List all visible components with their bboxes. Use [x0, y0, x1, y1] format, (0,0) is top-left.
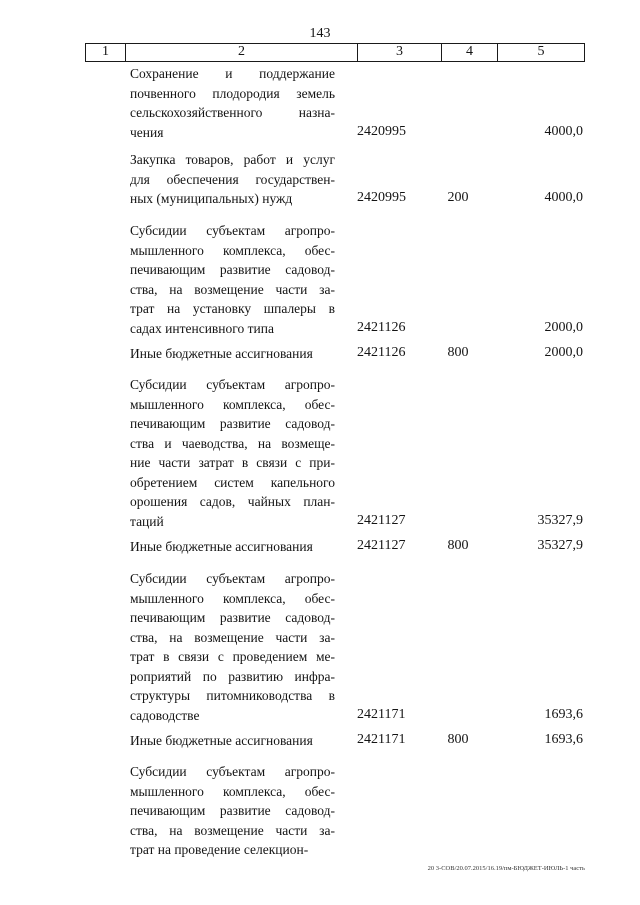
row-8-expense-type: 800: [447, 732, 469, 747]
name-line: мышленного комплекса, обес-: [130, 242, 335, 258]
page-number: 143: [309, 26, 331, 41]
name-line: для обеспечения государствен-: [130, 171, 335, 187]
row-7-amount: 1693,6: [544, 706, 583, 722]
row-4-name: [130, 344, 335, 364]
name-line: трат на проведение селекцион-: [130, 842, 309, 857]
name-line: Закупка товаров, работ и услуг: [130, 152, 335, 167]
name-line: трат в связи с проведением ме-: [130, 649, 335, 664]
name-line: сельскохозяйственного назна-: [130, 105, 335, 120]
row-2-amount: 4000,0: [544, 190, 583, 205]
name-line: ства, на возмещение части за-: [130, 822, 335, 838]
name-line: таций: [130, 513, 164, 529]
name-line: печивающим развитие садовод-: [130, 610, 335, 625]
row-4-amount: 2000,0: [544, 345, 583, 360]
row-5-name: [130, 375, 335, 531]
row-9-name: [130, 762, 335, 860]
row-7-name: [130, 569, 335, 725]
name-line: ние части затрат в связи с при-: [130, 455, 335, 470]
row-6-code: 2421127: [357, 538, 406, 553]
row-2-expense-type: 200: [447, 190, 469, 205]
row-8-name: [130, 731, 335, 751]
row-5-amount: 35327,9: [537, 512, 583, 528]
name-line: Иные бюджетные ассигнования: [130, 346, 313, 361]
header-col-4: 4: [442, 44, 498, 61]
name-line: печивающим развитие садовод-: [130, 803, 335, 818]
name-line: печивающим развитие садовод-: [130, 416, 335, 431]
name-line: Сохранение и поддержание: [130, 66, 335, 81]
header-col-3: 3: [358, 44, 442, 61]
name-line: почвенного плодородия земель: [130, 85, 335, 101]
name-line: чения: [130, 124, 164, 140]
name-line: Субсидии субъектам агропро-: [130, 223, 335, 238]
name-line: трат на установку шпалеры в: [130, 301, 335, 316]
row-2-code: 2420995: [357, 190, 406, 205]
name-line: структуры питомниководства в: [130, 688, 335, 703]
name-line: мышленного комплекса, обес-: [130, 396, 335, 412]
name-line: роприятий по развитию инфра-: [130, 668, 335, 684]
name-line: садоводстве: [130, 707, 200, 723]
table-header-row: [85, 43, 585, 62]
row-7-code: 2421171: [357, 706, 406, 722]
row-6-amount: 35327,9: [537, 538, 583, 553]
name-line: ных (муниципальных) нужд: [130, 191, 293, 206]
row-2-name: [130, 150, 335, 209]
name-line: ства, на возмещение части за-: [130, 629, 335, 645]
name-line: Субсидии субъектам агропро-: [130, 377, 335, 392]
row-3-code: 2421126: [357, 319, 406, 335]
header-col-5: 5: [537, 44, 545, 59]
row-1-code: 2420995: [357, 123, 406, 139]
name-line: печивающим развитие садовод-: [130, 262, 335, 277]
name-line: мышленного комплекса, обес-: [130, 783, 335, 799]
name-line: Субсидии субъектам агропро-: [130, 764, 335, 779]
footer-note: 20 3-СОВ/20.07.2015/16.19/пм-БЮДЖЕТ-ИЮЛЬ-1 часть: [427, 865, 585, 872]
row-6-expense-type: 800: [447, 538, 469, 553]
name-line: садах интенсивного типа: [130, 320, 274, 336]
name-line: Субсидии субъектам агропро-: [130, 571, 335, 586]
row-3-amount: 2000,0: [544, 319, 583, 335]
row-5-code: 2421127: [357, 512, 406, 528]
name-line: Иные бюджетные ассигнования: [130, 539, 313, 554]
row-3-name: [130, 221, 335, 338]
row-4-expense-type: 800: [447, 345, 469, 360]
row-1-name: [130, 64, 335, 142]
name-line: обретением систем капельного: [130, 474, 335, 490]
row-1-amount: 4000,0: [544, 123, 583, 139]
name-line: ства и чаеводства, на возмеще-: [130, 435, 335, 451]
name-line: Иные бюджетные ассигнования: [130, 733, 313, 748]
row-8-code: 2421171: [357, 732, 406, 747]
header-col-2: 2: [126, 44, 358, 61]
row-8-amount: 1693,6: [544, 732, 583, 747]
name-line: ства, на возмещение части за-: [130, 281, 335, 297]
row-4-code: 2421126: [357, 345, 406, 360]
header-col-1: 1: [86, 44, 126, 61]
name-line: мышленного комплекса, обес-: [130, 590, 335, 606]
row-6-name: [130, 537, 335, 557]
name-line: орошения садов, чайных план-: [130, 494, 335, 509]
